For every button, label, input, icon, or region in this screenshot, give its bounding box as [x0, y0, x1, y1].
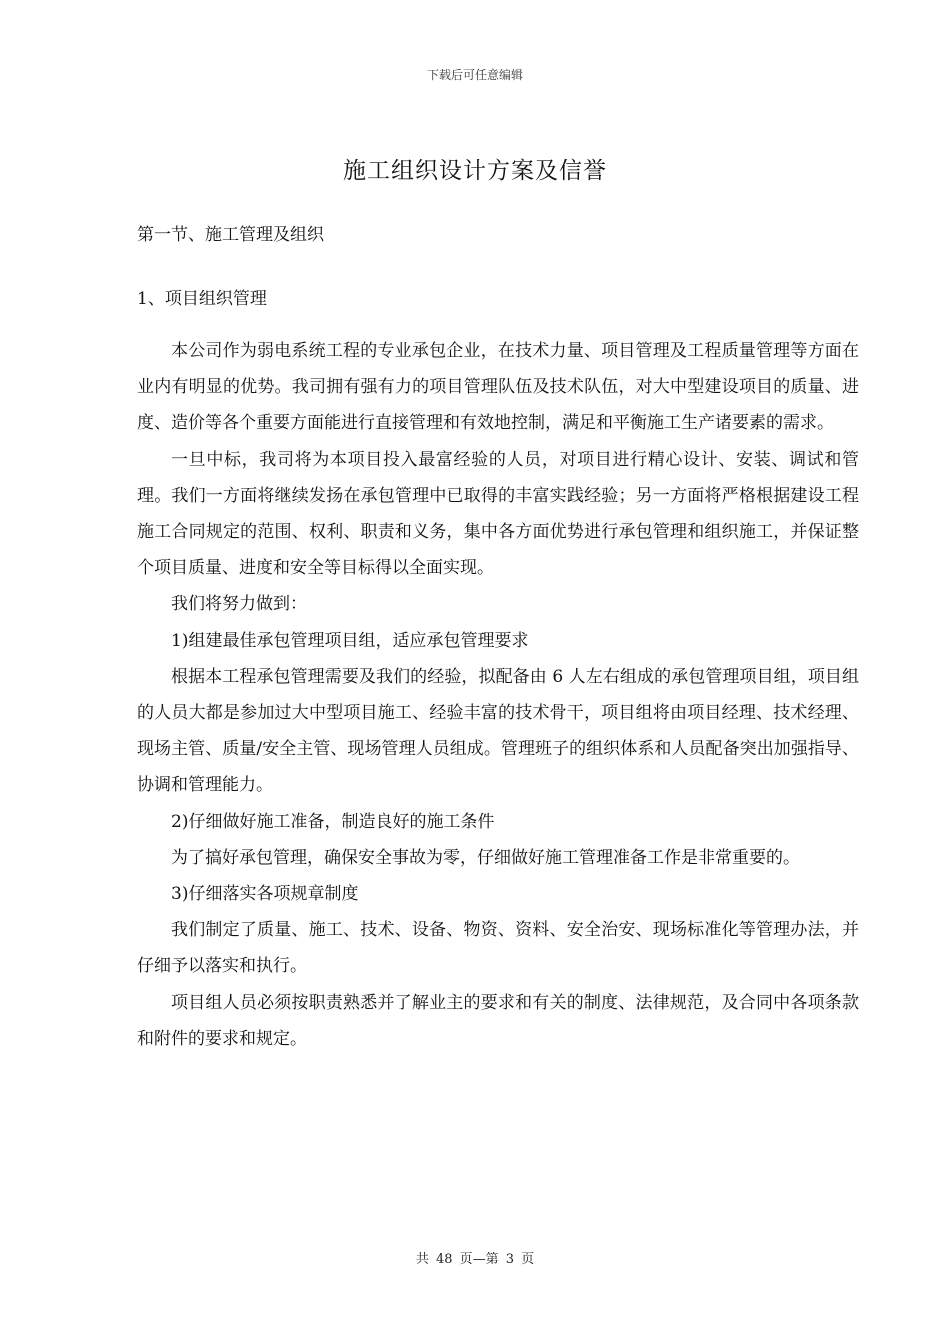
page-footer: 共 48 页—第 3 页: [415, 1252, 535, 1267]
paragraph: 3)仔细落实各项规章制度: [171, 884, 359, 905]
paragraph: 2)仔细做好施工准备，制造良好的施工条件: [171, 811, 495, 832]
paragraph: 项目组人员必须按职责熟悉并了解业主的要求和有关的制度、法律规范，及合同中各项条款和附件的要求和规定。: [137, 992, 859, 1049]
paragraph: 为了搞好承包管理，确保安全事故为零，仔细做好施工管理准备工作是非常重要的。: [171, 847, 800, 868]
paragraph: 本公司作为弱电系统工程的专业承包企业，在技术力量、项目管理及工程质量管理等方面在业内有明显的优势。我司拥有强有力的项目管理队伍及技术队伍，对大中型建设项目的质量、进度、造价等各个重要方面能进行直接管理和有效地控制，满足和平衡施工生产诸要素的需求。: [137, 341, 859, 434]
paragraph: 我们将努力做到：: [171, 594, 307, 615]
paragraph: 我们制定了质量、施工、技术、设备、物资、资料、安全治安、现场标准化等管理办法，并仔细予以落实和执行。: [137, 920, 859, 977]
paragraph: 一旦中标，我司将为本项目投入最富经验的人员，对项目进行精心设计、安装、调试和管理。我们一方面将继续发扬在承包管理中已取得的丰富实践经验；另一方面将严格根据建设工程施工合同规定的范围、权利、职责和义务，集中各方面优势进行承包管理和组织施工，并保证整个项目质量、进度和安全等目标得以全面实现。: [137, 449, 859, 579]
body-text: [137, 333, 859, 1057]
paragraph: 根据本工程承包管理需要及我们的经验，拟配备由 6 人左右组成的承包管理项目组，项目组的人员大都是参加过大中型项目施工、经验丰富的技术骨干，项目组将由项目经理、技术经理、现场主管、质量/安全主管、现场管理人员组成。管理班子的组织体系和人员配备突出加强指导、协调和管理能力。: [137, 666, 859, 796]
sub-heading: 1、项目组织管理: [137, 289, 267, 309]
paragraph: 1)组建最佳承包管理项目组，适应承包管理要求: [171, 630, 529, 651]
document-title: 施工组织设计方案及信誉: [343, 158, 607, 184]
section-heading: 第一节、施工管理及组织: [137, 225, 324, 245]
header-note: 下载后可任意编辑: [426, 68, 523, 82]
